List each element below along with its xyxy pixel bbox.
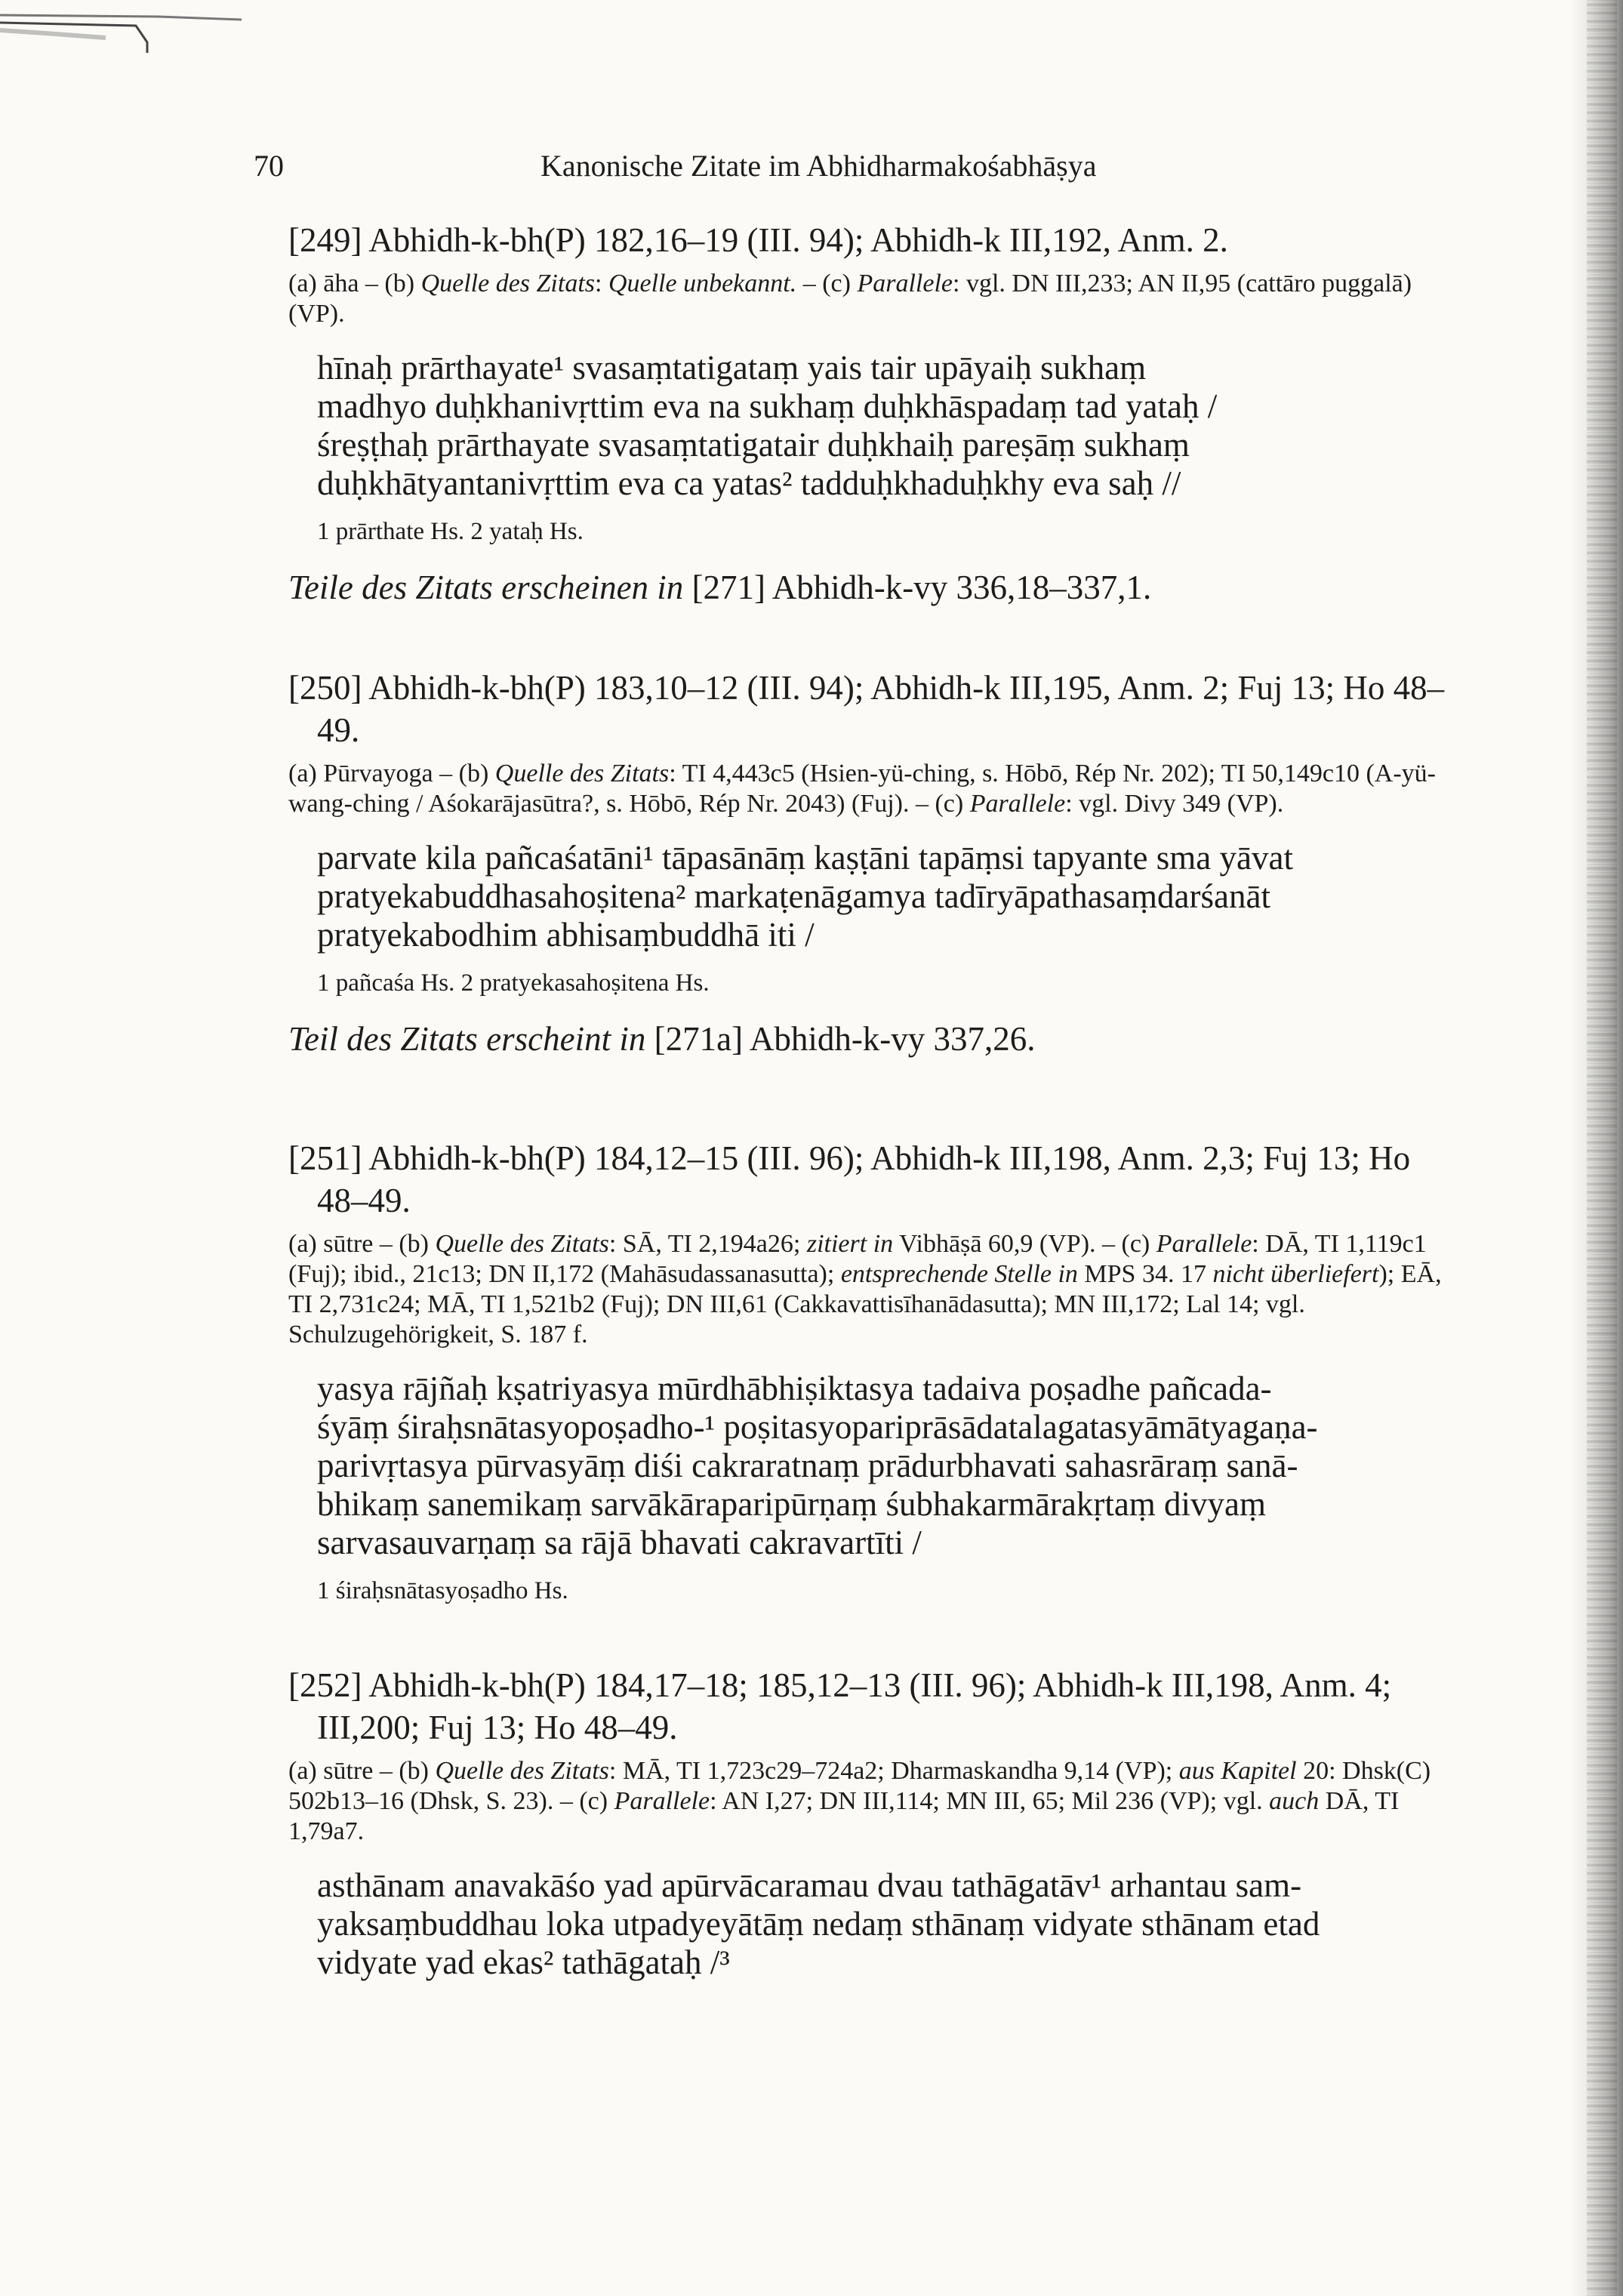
cross-reference-target: [271] Abhidh-k-vy 336,18–337,1. bbox=[683, 569, 1152, 606]
sanskrit-quote bbox=[317, 349, 1466, 503]
quote-line: pratyekabuddhasahoṣitena² markaṭenāgamya tadīryāpathasaṃdarśanāt bbox=[317, 877, 1270, 915]
entry-ref: [252] bbox=[288, 1666, 362, 1704]
apparatus-text: : AN I,27; DN III,114; MN III, 65; Mil 236 (VP); vgl. bbox=[710, 1787, 1270, 1815]
quote-line: parivṛtasya pūrvasyāṃ diśi cakraratnaṃ prādurbhavati sahasrāraṃ sanā- bbox=[317, 1447, 1298, 1484]
apparatus-italic: zitiert in bbox=[806, 1230, 894, 1258]
apparatus-italic: auch bbox=[1269, 1787, 1320, 1815]
entry-apparatus bbox=[288, 759, 1466, 819]
entry-heading bbox=[288, 219, 1466, 261]
entry-sources: Abhidh-k-bh(P) 183,10–12 (III. 94); Abhidh-k III,195, Anm. 2; Fuj 13; Ho 48–49. bbox=[317, 669, 1445, 749]
apparatus-source-value: Quelle unbekannt. bbox=[608, 270, 797, 297]
entry-apparatus bbox=[288, 1756, 1466, 1847]
apparatus-text: (a) sūtre – (b) bbox=[288, 1230, 436, 1258]
page-number: 70 bbox=[254, 149, 284, 183]
page-header bbox=[254, 148, 1401, 193]
apparatus-text: : DĀ, TI 1,119c1 (Fuj); ibid., 21c13; DN II,172 (Mahāsudassanasutta); bbox=[288, 1230, 1427, 1288]
apparatus-text: ); EĀ, TI 2,731c24; MĀ, TI 1,521b2 (Fuj); DN III,61 (Cakkavattisīhanādasutta); MN III,172; Lal 14; vgl. Schulzugehörigkeit, S. 187 f. bbox=[288, 1260, 1442, 1348]
apparatus-text: – (c) bbox=[796, 270, 858, 297]
quote-line: pratyekabodhim abhisaṃbuddhā iti / bbox=[317, 916, 815, 954]
quote-line: hīnaḥ prārthayate¹ svasaṃtatigataṃ yais tair upāyaiḥ sukhaṃ bbox=[317, 349, 1147, 387]
quote-line: sarvasauvarṇaṃ sa rājā bhavati cakravartīti / bbox=[317, 1524, 922, 1561]
entry-ref: [251] bbox=[288, 1139, 362, 1177]
apparatus-text: Vibhāṣā 60,9 (VP). – (c) bbox=[893, 1230, 1156, 1258]
quote-line: yasya rājñaḥ kṣatriyasya mūrdhābhiṣiktasya tadaiva poṣadhe pañcada- bbox=[317, 1370, 1272, 1407]
apparatus-text: : SĀ, TI 2,194a26; bbox=[608, 1230, 807, 1258]
apparatus-text: (a) sūtre – (b) bbox=[288, 1757, 436, 1785]
sanskrit-quote bbox=[317, 1866, 1466, 1982]
cross-reference-label: Teile des Zitats erscheinen in bbox=[288, 569, 684, 606]
entry-252 bbox=[288, 1664, 1466, 1982]
apparatus-text: 20: Dhsk(C) 502b13–16 (Dhsk, S. 23). – (c) bbox=[288, 1757, 1431, 1815]
sanskrit-quote bbox=[317, 1370, 1466, 1562]
scan-corner-mark bbox=[0, 0, 249, 60]
entry-heading bbox=[288, 1137, 1466, 1222]
entry-251 bbox=[288, 1137, 1466, 1606]
cross-reference bbox=[288, 566, 1466, 609]
apparatus-italic: aus Kapitel bbox=[1178, 1757, 1297, 1785]
entry-249 bbox=[288, 219, 1466, 609]
apparatus-italic: entsprechende Stelle in bbox=[840, 1260, 1078, 1288]
footnote: 1 prārthate Hs. 2 yataḥ Hs. bbox=[317, 518, 584, 545]
apparatus-text: MPS 34. 17 bbox=[1077, 1260, 1213, 1288]
apparatus-text: : MĀ, TI 1,723c29–724a2; Dharmaskandha 9,14 (VP); bbox=[608, 1757, 1179, 1785]
entry-heading bbox=[288, 1664, 1466, 1749]
quote-line: śyāṃ śiraḥsnātasyopoṣadho-¹ poṣitasyopariprāsādatalagatasyāmātyagaṇa- bbox=[317, 1408, 1318, 1446]
apparatus-label-source: Quelle des Zitats bbox=[435, 1230, 609, 1258]
entry-heading bbox=[288, 667, 1466, 751]
apparatus-label-source: Quelle des Zitats bbox=[494, 760, 670, 787]
apparatus-label-source: Quelle des Zitats bbox=[435, 1757, 609, 1785]
cross-reference-target: [271a] Abhidh-k-vy 337,26. bbox=[645, 1020, 1036, 1058]
apparatus-text: : vgl. DN III,233; AN II,95 (cattāro puggalā) (VP). bbox=[288, 270, 1412, 328]
running-title: Kanonische Zitate im Abhidharmakośabhāṣya bbox=[540, 149, 1097, 183]
footnote: 1 pañcaśa Hs. 2 pratyekasahoṣitena Hs. bbox=[317, 969, 710, 997]
quote-line: asthānam anavakāśo yad apūrvācaramau dvau tathāgatāv¹ arhantau sam- bbox=[317, 1866, 1302, 1904]
scan-edge-grain bbox=[1587, 0, 1617, 2296]
quote-line: yaksaṃbuddhau loka utpadyeyātāṃ nedaṃ sthānaṃ vidyate sthānam etad bbox=[317, 1905, 1320, 1943]
footnote: 1 śiraḥsnātasyoṣadho Hs. bbox=[317, 1577, 568, 1604]
quote-line: duḥkhātyantanivṛttim eva ca yatas² tadduḥkhaduḥkhy eva saḥ // bbox=[317, 464, 1181, 502]
entry-sources: Abhidh-k-bh(P) 184,12–15 (III. 96); Abhidh-k III,198, Anm. 2,3; Fuj 13; Ho 48–49. bbox=[317, 1139, 1411, 1219]
sanskrit-quote bbox=[317, 839, 1466, 954]
apparatus-label-source: Quelle des Zitats bbox=[420, 270, 595, 297]
entry-250 bbox=[288, 667, 1466, 1060]
entry-apparatus bbox=[288, 1229, 1466, 1350]
apparatus-italic: nicht überliefert bbox=[1212, 1260, 1379, 1288]
entry-ref: [250] bbox=[288, 669, 362, 707]
apparatus-text: : vgl. Divy 349 (VP). bbox=[1065, 790, 1284, 818]
quote-line: madhyo duḥkhanivṛttim eva na sukhaṃ duḥkhāspadaṃ tad yataḥ / bbox=[317, 387, 1218, 425]
apparatus-label-parallel: Parallele bbox=[857, 270, 953, 297]
apparatus-text: : bbox=[595, 270, 608, 297]
quote-line: vidyate yad ekas² tathāgataḥ /³ bbox=[317, 1943, 730, 1981]
quote-line: śreṣṭhaḥ prārthayate svasaṃtatigatair duḥkhaiḥ pareṣāṃ sukhaṃ bbox=[317, 426, 1190, 464]
apparatus-text: : TI 4,443c5 (Hsien-yü-ching, s. Hōbō, Rép Nr. 202); TI 50,149c10 (A-yü-wang-ching / Aśokarājasūtra?, s. Hōbō, Rép Nr. 2043) (Fuj). – (c) bbox=[288, 760, 1436, 818]
entry-ref: [249] bbox=[288, 221, 362, 259]
cross-reference-label: Teil des Zitats erscheint in bbox=[288, 1020, 646, 1058]
cross-reference bbox=[288, 1018, 1466, 1060]
entry-sources: Abhidh-k-bh(P) 184,17–18; 185,12–13 (III. 96); Abhidh-k III,198, Anm. 4; III,200; Fuj 13; Ho 48–49. bbox=[317, 1666, 1392, 1746]
apparatus-label-parallel: Parallele bbox=[969, 790, 1066, 818]
quote-line: parvate kila pañcaśatāni¹ tāpasānāṃ kaṣṭāni tapāṃsi tapyante sma yāvat bbox=[317, 839, 1293, 877]
quote-line: bhikaṃ sanemikaṃ sarvākāraparipūrṇaṃ śubhakarmārakṛtaṃ divyaṃ bbox=[317, 1485, 1267, 1523]
apparatus-text: (a) āha – (b) bbox=[288, 270, 421, 297]
entry-sources: Abhidh-k-bh(P) 182,16–19 (III. 94); Abhidh-k III,192, Anm. 2. bbox=[368, 221, 1228, 259]
apparatus-label-parallel: Parallele bbox=[1156, 1230, 1252, 1258]
apparatus-text: DĀ, TI 1,79a7. bbox=[288, 1787, 1400, 1845]
entry-apparatus bbox=[288, 269, 1466, 329]
apparatus-text: (a) Pūrvayoga – (b) bbox=[288, 760, 495, 787]
apparatus-label-parallel: Parallele bbox=[614, 1787, 710, 1815]
